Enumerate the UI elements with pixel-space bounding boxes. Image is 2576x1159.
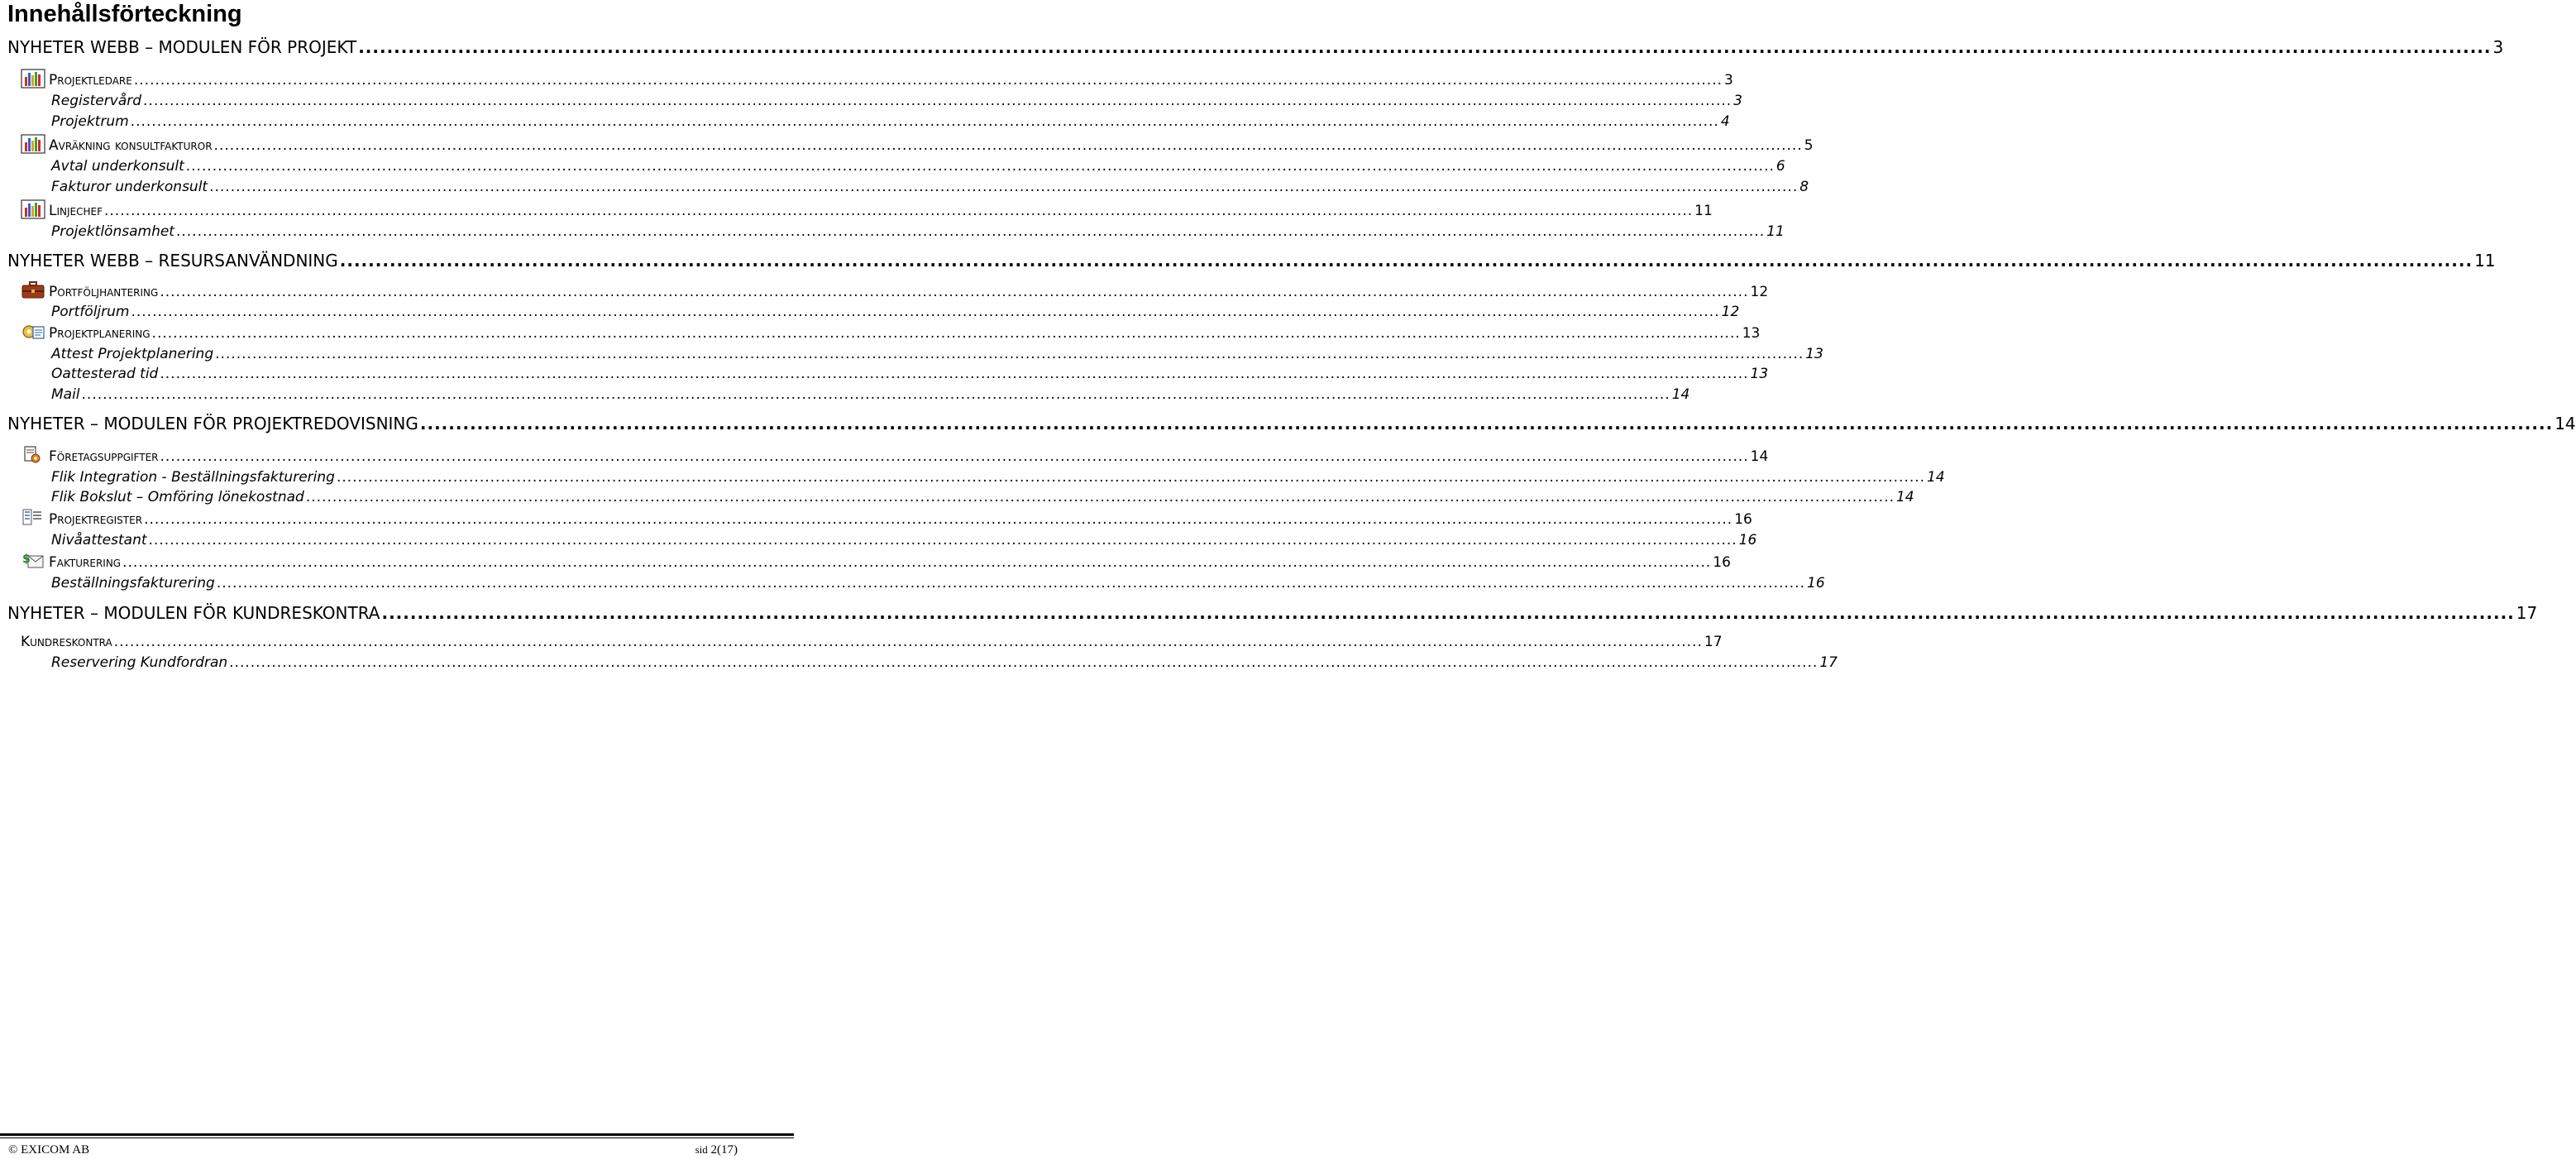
planning-gears-icon: [21, 322, 45, 342]
toc-entry-level-2[interactable]: [21, 322, 1761, 342]
toc-entry-title: Beställningsfakturering: [51, 575, 215, 591]
toc-entry-level-3[interactable]: [51, 300, 1740, 320]
register-list-icon: [21, 508, 45, 528]
toc-dot-leader: ............................................................................................................................................................................................................................................................................................................: [143, 93, 1732, 109]
toc-entry-level-2[interactable]: [21, 69, 1733, 89]
toc-entry-level-2[interactable]: [21, 199, 1713, 219]
toc-entry-title: Fakturor underkonsult: [51, 179, 208, 195]
toc-dot-leader: ............................................................................................................................................................................................................................................................................................................: [81, 386, 1670, 403]
toc-entry-page: 4: [1720, 113, 1730, 130]
toc-entry-page: 11: [1766, 223, 1785, 240]
toc-dot-leader: ............................................................................................................................................................................................................................................................................................................: [160, 448, 1749, 465]
toc-entry-page: 14: [1750, 448, 1769, 465]
toc-entry-title: Projektplanering: [49, 325, 151, 342]
toc-entry-page: 11: [1694, 203, 1713, 219]
toc-dot-leader: ............................................................................................................................................................................................................................................................................................................: [185, 158, 1775, 175]
bar-chart-icon: [21, 69, 45, 89]
footer-page-number: [695, 1143, 738, 1157]
toc-dot-leader: ............................................................................................................................................................................................................................................................................................................: [419, 414, 2554, 433]
toc-dot-leader: ............................................................................................................................................................................................................................................................................................................: [148, 532, 1737, 548]
toc-entry-page: 11: [2474, 251, 2496, 271]
invoice-dollar-icon: [21, 551, 45, 571]
toc-entry-title: NYHETER WEBB – RESURSANVÄNDNING: [7, 251, 338, 271]
company-settings-icon: [21, 445, 45, 465]
toc-dot-leader: ............................................................................................................................................................................................................................................................................................................: [104, 203, 1694, 219]
toc-entry-level-3[interactable]: [51, 486, 1914, 505]
toc-entry-level-3[interactable]: [51, 175, 1809, 195]
page-title: Innehållsförteckning: [7, 1, 242, 27]
toc-dot-leader: ............................................................................................................................................................................................................................................................................................................: [381, 603, 2515, 623]
toc-dot-leader: ............................................................................................................................................................................................................................................................................................................: [209, 179, 1799, 195]
toc-dot-leader: ............................................................................................................................................................................................................................................................................................................: [213, 137, 1803, 154]
toc-entry-level-1[interactable]: [7, 412, 2576, 433]
footer-rule-thin: [0, 1137, 794, 1138]
toc-entry-page: 12: [1721, 304, 1740, 320]
toc-entry-level-1[interactable]: [7, 601, 2538, 623]
toc-entry-level-3[interactable]: [51, 572, 1825, 591]
toc-entry-level-2[interactable]: [21, 508, 1752, 528]
toc-entry-level-3[interactable]: [51, 220, 1785, 240]
toc-entry-level-3[interactable]: [51, 651, 1838, 671]
toc-entry-page: 13: [1750, 366, 1769, 382]
toc-entry-level-3[interactable]: [51, 342, 1823, 362]
toc-entry-page: 17: [2516, 603, 2538, 623]
toc-entry-title: Avtal underkonsult: [51, 158, 184, 175]
toc-entry-page: 16: [1738, 532, 1757, 548]
toc-entry-title: Projektlönsamhet: [51, 223, 174, 240]
toc-entry-page: 17: [1819, 654, 1838, 671]
toc-dot-leader: ............................................................................................................................................................................................................................................................................................................: [175, 223, 1766, 240]
toc-entry-level-3[interactable]: [51, 383, 1690, 403]
toc-entry-level-1[interactable]: [7, 36, 2504, 57]
toc-entry-title: Portföljrum: [51, 304, 130, 320]
toc-entry-level-2[interactable]: [21, 134, 1814, 154]
toc-dot-leader: ............................................................................................................................................................................................................................................................................................................: [216, 575, 1805, 591]
toc-entry-level-1[interactable]: [7, 249, 2496, 271]
toc-entry-level-3[interactable]: [51, 89, 1742, 109]
toc-dot-leader: ............................................................................................................................................................................................................................................................................................................: [229, 654, 1818, 671]
svg-text:$: $: [22, 553, 31, 566]
footer-page-value: 2(17): [710, 1143, 738, 1157]
toc-entry-level-2[interactable]: [21, 280, 1769, 300]
toc-dot-leader: ............................................................................................................................................................................................................................................................................................................: [339, 251, 2473, 271]
toc-entry-page: 3: [1724, 72, 1733, 89]
toc-entry-title: Attest Projektplanering: [51, 346, 214, 362]
toc-entry-page: 8: [1799, 179, 1809, 195]
toc-dot-leader: ............................................................................................................................................................................................................................................................................................................: [133, 72, 1723, 89]
toc-entry-level-3[interactable]: [51, 110, 1730, 130]
toc-entry-title: Mail: [51, 386, 80, 403]
toc-entry-page: 14: [1927, 469, 1945, 486]
toc-entry-level-2[interactable]: [21, 551, 1731, 571]
toc-dot-leader: ............................................................................................................................................................................................................................................................................................................: [358, 37, 2492, 57]
toc-entry-page: 14: [1671, 386, 1690, 403]
toc-entry-page: 6: [1775, 158, 1785, 175]
toc-entry-title: NYHETER – MODULEN FÖR KUNDRESKONTRA: [7, 603, 380, 623]
toc-entry-title: Nivåattestant: [51, 532, 147, 548]
footer-copyright: © EXICOM AB: [8, 1143, 90, 1157]
toc-entry-title: Flik Integration - Beställningsfakturering: [51, 469, 335, 486]
toc-dot-leader: ............................................................................................................................................................................................................................................................................................................: [305, 489, 1895, 505]
footer-rule-thick: [0, 1133, 794, 1136]
toc-entry-title: Reservering Kundfordran: [51, 654, 228, 671]
toc-entry-level-3[interactable]: [51, 155, 1785, 175]
toc-entry-page: 14: [2554, 414, 2576, 433]
toc-entry-title: Linjechef: [49, 203, 103, 219]
toc-entry-title: Portföljhantering: [49, 284, 159, 300]
toc-dot-leader: ............................................................................................................................................................................................................................................................................................................: [336, 469, 1926, 486]
toc-dot-leader: ............................................................................................................................................................................................................................................................................................................: [151, 325, 1741, 342]
briefcase-icon: [21, 280, 45, 300]
toc-entry-level-2[interactable]: [21, 630, 1723, 650]
toc-entry-page: 16: [1807, 575, 1825, 591]
toc-entry-page: 14: [1895, 489, 1914, 505]
toc-entry-title: Projektledare: [49, 72, 132, 89]
toc-dot-leader: ............................................................................................................................................................................................................................................................................................................: [160, 284, 1749, 300]
toc-entry-title: Oattesterad tid: [51, 366, 159, 382]
toc-entry-level-2[interactable]: [21, 445, 1769, 465]
bar-chart-icon: [21, 134, 45, 154]
toc-dot-leader: ............................................................................................................................................................................................................................................................................................................: [215, 346, 1804, 362]
toc-dot-leader: ............................................................................................................................................................................................................................................................................................................: [160, 366, 1749, 382]
toc-entry-title: Företagsuppgifter: [49, 448, 159, 465]
toc-dot-leader: ............................................................................................................................................................................................................................................................................................................: [113, 634, 1703, 650]
toc-entry-title: Avräkning konsultfakturor: [49, 137, 213, 154]
toc-entry-page: 13: [1742, 325, 1761, 342]
toc-entry-page: 3: [2492, 37, 2504, 57]
toc-entry-title: Kundreskontra: [21, 634, 112, 650]
toc-entry-page: 5: [1804, 137, 1814, 154]
toc-entry-title: Flik Bokslut – Omföring lönekostnad: [51, 489, 304, 505]
toc-entry-page: 16: [1734, 511, 1752, 528]
toc-dot-leader: ............................................................................................................................................................................................................................................................................................................: [122, 554, 1712, 571]
toc-entry-level-3[interactable]: [51, 466, 1945, 486]
toc-entry-page: 12: [1750, 284, 1769, 300]
toc-dot-leader: ............................................................................................................................................................................................................................................................................................................: [131, 304, 1720, 320]
toc-entry-level-3[interactable]: [51, 362, 1769, 382]
toc-entry-title: Registervård: [51, 93, 142, 109]
toc-entry-title: Fakturering: [49, 554, 122, 571]
toc-entry-page: 13: [1805, 346, 1823, 362]
toc-entry-page: 16: [1713, 554, 1731, 571]
toc-entry-title: NYHETER WEBB – MODULEN FÖR PROJEKT: [7, 37, 357, 57]
toc-dot-leader: ............................................................................................................................................................................................................................................................................................................: [144, 511, 1733, 528]
toc-dot-leader: ............................................................................................................................................................................................................................................................................................................: [130, 113, 1719, 130]
toc-entry-title: Projektrum: [51, 113, 129, 130]
footer-page-prefix: sid: [695, 1143, 708, 1156]
toc-entry-title: NYHETER – MODULEN FÖR PROJEKTREDOVISNING: [7, 414, 418, 433]
toc-entry-level-3[interactable]: [51, 529, 1757, 548]
toc-entry-title: Projektregister: [49, 511, 143, 528]
toc-entry-page: 3: [1733, 93, 1742, 109]
toc-entry-page: 17: [1704, 634, 1723, 650]
bar-chart-icon: [21, 199, 45, 219]
